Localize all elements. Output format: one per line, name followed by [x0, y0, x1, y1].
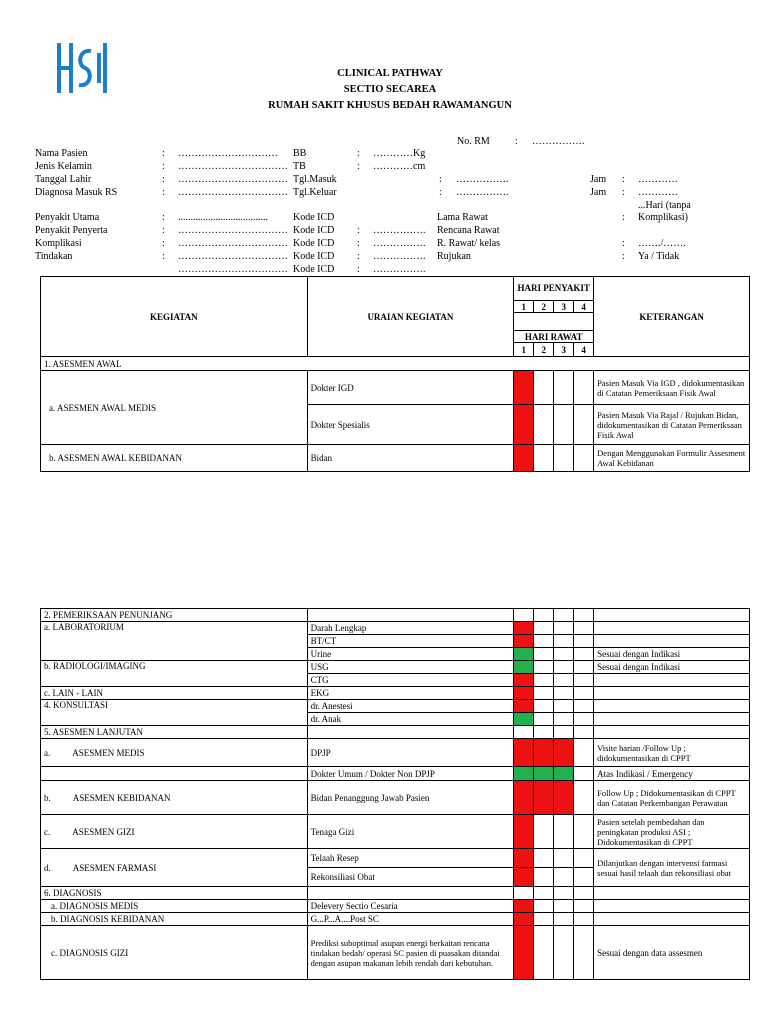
uraian-bidan-pj: Bidan Penanggung Jawab Pasien: [307, 781, 514, 815]
blank-cell: [514, 313, 594, 331]
field-key3: Rencana Rawat: [437, 225, 500, 236]
uraian-dpjp: DPJP: [307, 739, 514, 767]
row-diagnosis-gizi: c. DIAGNOSIS GIZI: [41, 926, 308, 980]
field-key4: Jam: [590, 174, 607, 185]
field-colon2: :: [357, 264, 360, 275]
uraian-dokter-spesialis: Dokter Spesialis: [307, 405, 514, 445]
field-colon4: :: [622, 187, 625, 198]
check-cell[interactable]: [574, 405, 594, 445]
check-cell-red[interactable]: [514, 700, 534, 713]
field-key2: Kode ICD: [293, 264, 335, 275]
rawat-day-3: 3: [554, 343, 574, 357]
uraian-diagnosis-medis: Delevery Sectio Cesaria: [307, 900, 514, 913]
row-asesmen-gizi: c. ASESMEN GIZI: [41, 815, 308, 849]
check-cell-red[interactable]: [514, 815, 534, 849]
field-value[interactable]: …………………………: [178, 148, 278, 159]
field-value4[interactable]: Ya / Tidak: [638, 251, 680, 262]
check-cell-red[interactable]: [514, 739, 534, 767]
field-key2: Kode ICD: [293, 225, 335, 236]
row-asesmen-awal-medis: a. ASESMEN AWAL MEDIS: [41, 371, 308, 445]
day-4: 4: [574, 301, 594, 313]
no-rm-value[interactable]: …………….: [532, 136, 585, 147]
field-value4[interactable]: ……./…….: [638, 238, 686, 249]
row-asesmen-kebidanan: b. ASESMEN KEBIDANAN: [41, 781, 308, 815]
field-label: Komplikasi: [35, 238, 82, 249]
field-label: Tindakan: [35, 251, 73, 262]
no-rm-colon: :: [515, 136, 518, 147]
field-colon2: :: [357, 225, 360, 236]
ket-usg: Sesuai dengan Indikasi: [594, 661, 750, 674]
check-cell-red[interactable]: [554, 781, 574, 815]
ket-farmasi: Dilanjutkan dengan intervensi farmasi sesuai hasil telaah dan rekonsiliasi obat: [594, 849, 750, 887]
no-rm-label: No. RM: [457, 136, 490, 147]
rawat-day-4: 4: [574, 343, 594, 357]
ket-bidan-pj: Follow Up ; Didokumentasikan di CPPT dan Catatan Perkembangan Perawatan: [594, 781, 750, 815]
uraian-ctg: CTG: [307, 674, 514, 687]
check-cell-red[interactable]: [514, 926, 534, 980]
check-cell-red[interactable]: [514, 849, 534, 868]
check-cell-green[interactable]: [514, 648, 534, 661]
field-value[interactable]: ……………………………: [178, 161, 288, 172]
ket-dokter-umum: Atas Indikasi / Emergency: [594, 767, 750, 781]
field-colon3: :: [439, 174, 442, 185]
check-cell-red[interactable]: [534, 781, 554, 815]
uraian-telaah-resep: Telaah Resep: [307, 849, 514, 868]
assessment-table-bottom: [40, 608, 750, 980]
check-cell[interactable]: [574, 371, 594, 405]
field-value2[interactable]: …………….: [373, 251, 426, 262]
field-colon: :: [162, 225, 165, 236]
check-cell-red[interactable]: [514, 371, 534, 405]
field-colon4: :: [622, 212, 625, 223]
row-asesmen-farmasi: d. ASESMEN FARMASI: [41, 849, 308, 887]
day-1: 1: [514, 301, 534, 313]
field-label: Jenis Kelamin: [35, 161, 92, 172]
header-hari-rawat: HARI RAWAT: [514, 331, 594, 343]
check-cell-red[interactable]: [514, 781, 534, 815]
header-hari-penyakit: HARI PENYAKIT: [514, 277, 594, 301]
field-colon2: :: [357, 161, 360, 172]
check-cell[interactable]: [534, 371, 554, 405]
field-key2: BB: [293, 148, 307, 159]
check-cell[interactable]: [534, 445, 554, 472]
uraian-btct: BT/CT: [307, 635, 514, 648]
check-cell-green[interactable]: [554, 767, 574, 781]
field-key2: Tgl.Keluar: [293, 187, 337, 198]
uraian-bidan: Bidan: [307, 445, 514, 472]
ket-bidan: Dengan Menggunakan Formulir Assesment Awal Kebidanan: [594, 445, 750, 472]
uraian-dokter-umum: Dokter Umum / Dokter Non DPJP: [307, 767, 514, 781]
uraian-usg: USG: [307, 661, 514, 674]
field-key3: Rujukan: [437, 251, 471, 262]
rawat-day-1: 1: [514, 343, 534, 357]
field-label: Nama Pasien: [35, 148, 88, 159]
field-key3: Lama Rawat: [437, 212, 488, 223]
field-value3[interactable]: …………….: [456, 174, 509, 185]
field-value2[interactable]: …………Kg: [373, 148, 426, 159]
field-value[interactable]: ……………………………: [178, 251, 288, 262]
check-cell[interactable]: [554, 445, 574, 472]
field-value4[interactable]: Komplikasi): [638, 212, 688, 223]
uraian-diagnosis-kebidanan: G...P...A....Post SC: [307, 913, 514, 926]
field-key2: Kode ICD: [293, 251, 335, 262]
ket-gizi: Pasien setelah pembedahan dan peningkatan produksi ASI ; Didokumentasikan di CPPT: [594, 815, 750, 849]
field-colon: :: [162, 212, 165, 223]
ket-diagnosis-gizi: Sesuai dengan data assesmen: [594, 926, 750, 980]
uraian-dokter-igd: Dokter IGD: [307, 371, 514, 405]
field-colon: :: [162, 238, 165, 249]
field-colon4: :: [622, 174, 625, 185]
document-titles: [190, 66, 590, 114]
uraian-urine: Urine: [307, 648, 514, 661]
field-value[interactable]: ……………………………: [178, 187, 288, 198]
uraian-diagnosis-gizi: Prediksi suboptimal asupan energi berkaitan rencana tindakan bedah/ operasi SC pasien di puasakan ditandai dengan asupan makanan lebih rendah dari kebutuhan.: [307, 926, 514, 980]
field-key2: Tgl.Masuk: [293, 174, 337, 185]
ket-dpjp: Visite harian /Follow Up ; didokumentasikan di CPPT: [594, 739, 750, 767]
check-cell-red[interactable]: [514, 868, 534, 887]
check-cell[interactable]: [554, 371, 574, 405]
field-value[interactable]: ……………………………: [178, 225, 288, 236]
row-diagnosis-medis: a. DIAGNOSIS MEDIS: [41, 900, 308, 913]
field-value3[interactable]: …………….: [456, 187, 509, 198]
section-pemeriksaan: 2. PEMERIKSAAN PENUNJANG: [41, 609, 308, 622]
row-konsultasi: 4. KONSULTASI: [41, 700, 308, 726]
field-value4[interactable]: …………: [638, 174, 678, 185]
field-colon2: :: [357, 148, 360, 159]
field-key2: Kode ICD: [293, 212, 335, 223]
row-diagnosis-kebidanan: b. DIAGNOSIS KEBIDANAN: [41, 913, 308, 926]
field-key4: Jam: [590, 187, 607, 198]
check-cell-red[interactable]: [514, 900, 534, 913]
uraian-anestesi: dr. Anestesi: [307, 700, 514, 713]
field-colon4: :: [622, 238, 625, 249]
field-colon: :: [162, 187, 165, 198]
field-value2[interactable]: …………cm: [373, 161, 426, 172]
check-cell-green[interactable]: [514, 661, 534, 674]
check-cell-red[interactable]: [514, 635, 534, 648]
check-cell-red[interactable]: [514, 405, 534, 445]
field-value[interactable]: ……………………………: [178, 264, 288, 275]
field-value[interactable]: ……………………………: [178, 238, 288, 249]
uraian-rekonsiliasi: Rekonsiliasi Obat: [307, 868, 514, 887]
field-value2[interactable]: …………….: [373, 225, 426, 236]
field-colon: :: [162, 174, 165, 185]
field-key2: Kode ICD: [293, 238, 335, 249]
check-cell-red[interactable]: [514, 445, 534, 472]
section-asesmen-awal: 1. ASESMEN AWAL: [41, 357, 750, 371]
header-uraian: URAIAN KEGIATAN: [307, 277, 514, 357]
field-colon2: :: [357, 251, 360, 262]
field-colon: :: [162, 251, 165, 262]
uraian-darah-lengkap: Darah Lengkap: [307, 622, 514, 635]
title-hospital: RUMAH SAKIT KHUSUS BEDAH RAWAMANGUN: [268, 100, 512, 111]
check-cell[interactable]: [574, 445, 594, 472]
row-asesmen-awal-kebidanan: b. ASESMEN AWAL KEBIDANAN: [41, 445, 308, 472]
check-cell-green[interactable]: [514, 713, 534, 726]
section-asesmen-lanjutan: 5. ASESMEN LANJUTAN: [41, 726, 308, 739]
check-cell-red[interactable]: [514, 622, 534, 635]
uraian-ekg: EKG: [307, 687, 514, 700]
field-key3: R. Rawat/ kelas: [437, 238, 501, 249]
field-label: Penyakit Penyerta: [35, 225, 108, 236]
ket-spesialis: Pasien Masuk Via Rajal / Rujukan Bidan, didokumentasikan di Catatan Pemeriksaan Fisik Awal: [594, 405, 750, 445]
field-key2: TB: [293, 161, 306, 172]
field-colon: :: [162, 161, 165, 172]
check-cell-green[interactable]: [514, 767, 534, 781]
check-cell[interactable]: [534, 405, 554, 445]
field-colon: :: [162, 148, 165, 159]
row-laboratorium: a. LABORATORIUM: [41, 622, 308, 661]
field-label: Penyakit Utama: [35, 212, 100, 223]
section-diagnosis: 6. DIAGNOSIS: [41, 887, 308, 900]
header-kegiatan: KEGIATAN: [41, 277, 308, 357]
hospital-logo: [55, 39, 109, 97]
header-keterangan: KETERANGAN: [594, 277, 750, 357]
field-value[interactable]: ……………………………: [178, 174, 288, 185]
assessment-table-top: [40, 276, 750, 472]
day-2: 2: [534, 301, 554, 313]
row-asesmen-medis: a. ASESMEN MEDIS: [41, 739, 308, 767]
ket-urine: Sesuai dengan Indikasi: [594, 648, 750, 661]
row-lain-lain: c. LAIN - LAIN: [41, 687, 308, 700]
uraian-tenaga-gizi: Tenaga Gizi: [307, 815, 514, 849]
check-cell-red[interactable]: [514, 913, 534, 926]
field-label: Tanggal Lahir: [35, 174, 92, 185]
field-value4[interactable]: …………: [638, 187, 678, 198]
check-cell-red[interactable]: [514, 674, 534, 687]
check-cell-green[interactable]: [534, 767, 554, 781]
field-value2[interactable]: …………….: [373, 264, 426, 275]
field-value4[interactable]: ...Hari (tanpa: [638, 200, 691, 211]
row-radiologi: b. RADIOLOGI/IMAGING: [41, 661, 308, 687]
title-clinical-pathway: CLINICAL PATHWAY: [337, 68, 443, 79]
check-cell-red[interactable]: [554, 739, 574, 767]
day-3: 3: [554, 301, 574, 313]
field-colon4: :: [622, 251, 625, 262]
rawat-day-2: 2: [534, 343, 554, 357]
field-value[interactable]: ....................................: [178, 212, 268, 223]
check-cell-red[interactable]: [534, 739, 554, 767]
field-value2[interactable]: …………….: [373, 238, 426, 249]
check-cell-red[interactable]: [514, 687, 534, 700]
field-colon2: :: [357, 238, 360, 249]
field-label: Diagnosa Masuk RS: [35, 187, 118, 198]
title-procedure: SECTIO SECAREA: [343, 84, 437, 95]
check-cell[interactable]: [554, 405, 574, 445]
uraian-anak: dr. Anak: [307, 713, 514, 726]
field-colon3: :: [439, 187, 442, 198]
ket-igd: Pasien Masuk Via IGD , didokumentasikan di Catatan Pemeriksaan Fisik Awal: [594, 371, 750, 405]
